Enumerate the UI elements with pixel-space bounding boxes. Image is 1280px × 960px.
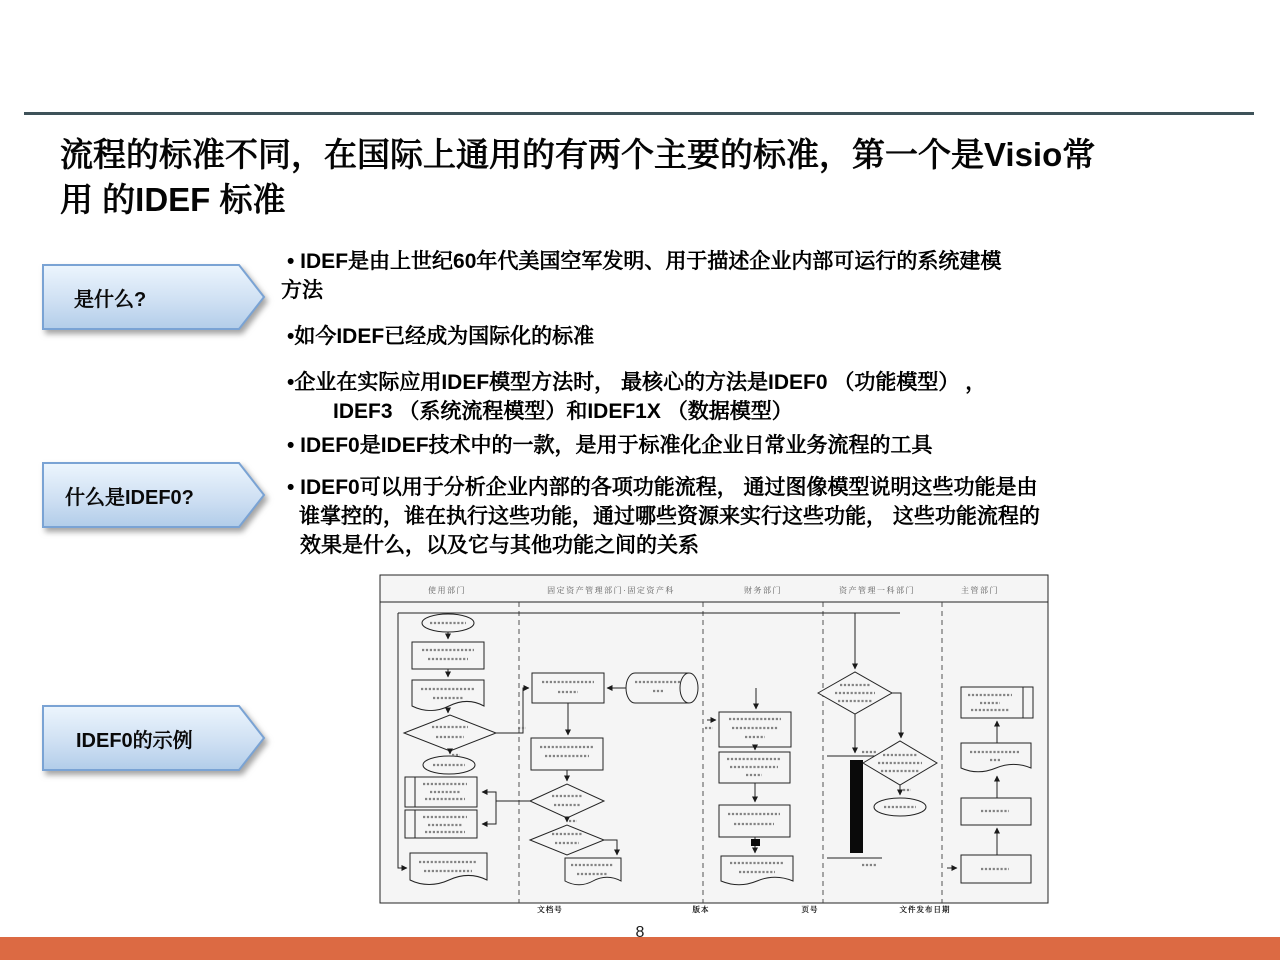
flowchart-process-box (531, 738, 603, 770)
flowchart-process-box (961, 798, 1031, 825)
page-title-line: 用 的IDEF 标准 (60, 181, 286, 218)
bullet-line: • IDEF是由上世纪60年代美国空军发明、用于描述企业内部可运行的系统建模 (287, 250, 1002, 273)
flowchart-footer-label: 文件发布日期 (899, 905, 951, 914)
flowchart-black-bar (850, 760, 863, 853)
flowchart-process-box (719, 712, 791, 747)
bullet-line: •企业在实际应用IDEF模型方法时， 最核心的方法是IDEF0 （功能模型） ， (287, 371, 987, 394)
flowchart-footer-label: 页号 (801, 905, 819, 914)
flowchart-footer-label: 版本 (692, 905, 710, 914)
callout-arrow-what-is (42, 264, 266, 330)
bullet-line: • IDEF0可以用于分析企业内部的各项功能流程， 通过图像模型说明这些功能是由 (287, 476, 1038, 499)
page-number: 8 (635, 924, 645, 941)
bullet-line: 效果是什么，以及它与其他功能之间的关系 (300, 534, 699, 557)
title-divider (24, 112, 1254, 115)
flowchart-process-box (961, 855, 1031, 883)
bullet-paragraph (287, 368, 1197, 426)
bullet-line: • IDEF0是IDEF技术中的一款，是用于标准化企业日常业务流程的工具 (287, 434, 933, 457)
page-title (60, 132, 1220, 222)
callout-arrow-idef0-example (42, 705, 266, 771)
flowchart-process-box (532, 673, 604, 703)
bullet-line: 方法 (281, 279, 323, 302)
flowchart-lane-header: 资产管理一科部门 (839, 586, 915, 595)
callout-label: 是什么? (74, 288, 147, 311)
bullet-paragraph (287, 431, 1197, 460)
callout-arrow-what-is-idef0 (42, 462, 266, 528)
callout-label: IDEF0的示例 (76, 729, 193, 752)
flowchart-footer-label: 文档号 (537, 905, 563, 914)
flowchart-connector-square (751, 839, 760, 846)
bullet-line: •如今IDEF已经成为国际化的标准 (287, 325, 595, 348)
flowchart-cylinder-cap (680, 673, 698, 703)
page-title-line: 流程的标准不同，在国际上通用的有两个主要的标准，第一个是Visio常 (60, 136, 1096, 173)
flowchart-process-box (412, 642, 484, 669)
bullet-line: 谁掌控的，谁在执行这些功能，通过哪些资源来实行这些功能， 这些功能流程的 (299, 505, 1040, 528)
bullet-paragraph (281, 247, 1197, 305)
bullet-paragraph (287, 473, 1197, 560)
flowchart-start-ellipse (422, 614, 474, 632)
flowchart-lane-header: 主管部门 (961, 586, 999, 595)
callout-label: 什么是IDEF0? (65, 486, 194, 509)
idef0-example-flowchart (377, 568, 1049, 916)
bullet-paragraph (287, 322, 1197, 351)
flowchart-lane-header: 使用部门 (428, 586, 466, 595)
bullet-line: IDEF3 （系统流程模型）和IDEF1X （数据模型） (333, 400, 793, 423)
flowchart-predefined-box (405, 777, 477, 807)
flowchart-lane-header: 财务部门 (744, 586, 782, 595)
flowchart-process-box (719, 805, 790, 837)
flowchart-lane-header: 固定资产管理部门·固定资产科 (547, 586, 675, 595)
